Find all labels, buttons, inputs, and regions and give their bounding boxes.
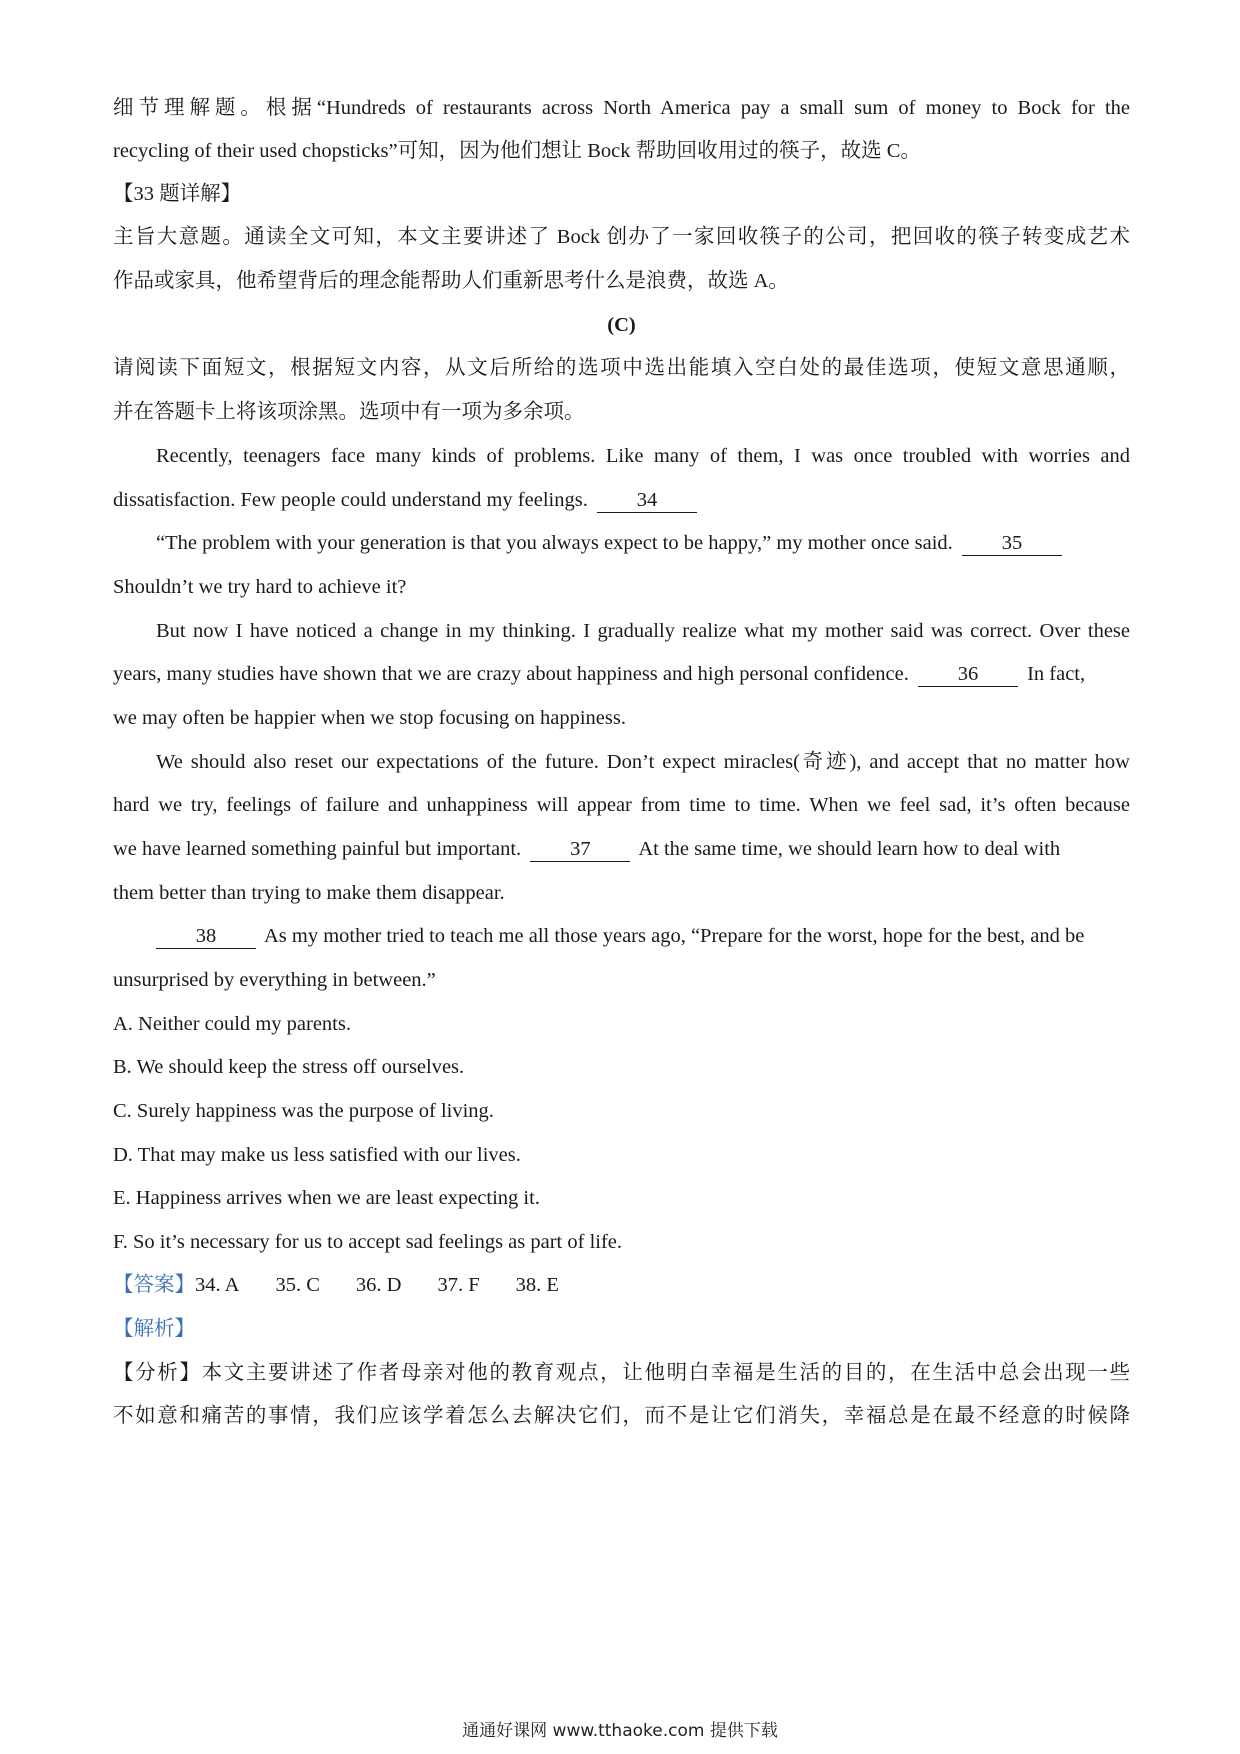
option-item: F. So it’s necessary for us to accept sad feelings as part of life. [113,1231,623,1253]
text-line: 作品或家具，他希望背后的理念能帮助人们重新思考什么是浪费，故选 A。 [113,270,789,292]
analysis-text: 本文主要讲述了作者母亲对他的教育观点，让他明白幸福是生活的目的，在生活中总会出现一些 [201,1362,1130,1384]
instruction-line: 并在答题卡上将该项涂黑。选项中有一项为多余项。 [113,401,585,423]
passage-text: we have learned something painful but important. [113,838,522,860]
analysis-line: 不如意和痛苦的事情，我们应该学着怎么去解决它们，而不是让它们消失，幸福总是在最不经意的时候降 [113,1405,1130,1427]
text-line: recycling of their used chopsticks”可知，因为他们想让 Bock 帮助回收用过的筷子，故选 C。 [113,140,921,162]
blank-37: 37 [530,837,630,862]
fenxi-label: 【分析】 [113,1362,202,1384]
passage-line: Shouldn’t we try hard to achieve it? [113,576,407,598]
q33-header: 【33 题详解】 [113,183,242,205]
option-item: C. Surely happiness was the purpose of living. [113,1100,494,1122]
answer-item: 35. C [275,1274,320,1296]
passage-line [113,659,1130,689]
passage-line: we may often be happier when we stop focusing on happiness. [113,707,626,729]
passage-line [113,834,1130,864]
passage-text: At the same time, we should learn how to deal with [638,838,1061,860]
passage-line [113,485,1130,515]
passage-line: hard we try, feelings of failure and unhappiness will appear from time to time. When we feel sad, it’s often because [113,794,1130,816]
passage-line: them better than trying to make them disappear. [113,882,505,904]
answer-item: 34. A [195,1274,240,1296]
option-item: A. Neither could my parents. [113,1013,351,1035]
blank-36: 36 [918,662,1018,687]
analysis-line [113,1358,1130,1388]
analysis-label: 【解析】 [113,1318,195,1340]
passage-text: years, many studies have shown that we are crazy about happiness and high personal confidence. [113,663,909,685]
answer-label: 【答案】 [113,1274,195,1296]
passage-line: unsurprised by everything in between.” [113,969,436,991]
blank-38: 38 [156,924,256,949]
passage-line: Recently, teenagers face many kinds of problems. Like many of them, I was once troubled with worries and [156,445,1130,467]
text-line: 主旨大意题。通读全文可知，本文主要讲述了 Bock 创办了一家回收筷子的公司，把回收的筷子转变成艺术 [113,226,1130,248]
section-title: (C) [607,314,636,336]
answer-item: 37. F [437,1274,480,1296]
passage-text: As my mother tried to teach me all those years ago, “Prepare for the worst, hope for the best, and be [264,925,1085,947]
passage-text: “The problem with your generation is that you always expect to be happy,” my mother once said. [156,532,953,554]
passage-line: But now I have noticed a change in my thinking. I gradually realize what my mother said was correct. Over these [156,620,1130,642]
blank-35: 35 [962,531,1062,556]
blank-34: 34 [597,488,697,513]
option-item: B. We should keep the stress off ourselves. [113,1056,465,1078]
passage-line [113,528,1130,558]
page-footer: 通通好课网 www.tthaoke.com 提供下载 [462,1721,778,1741]
option-item: E. Happiness arrives when we are least expecting it. [113,1187,540,1209]
passage-line: We should also reset our expectations of the future. Don’t expect miracles(奇迹), and accept that no matter how [156,751,1130,773]
passage-line [113,921,1130,951]
passage-text: dissatisfaction. Few people could understand my feelings. [113,489,588,511]
text-line: 细节理解题。根据“Hundreds of restaurants across North America pay a small sum of money to Bock for the [113,97,1130,119]
answer-item: 36. D [355,1274,402,1296]
answer-line [113,1270,1130,1300]
instruction-line: 请阅读下面短文，根据短文内容，从文后所给的选项中选出能填入空白处的最佳选项，使短文意思通顺， [113,357,1130,379]
passage-text: In fact, [1027,663,1086,685]
option-item: D. That may make us less satisfied with our lives. [113,1144,521,1166]
answer-item: 38. E [515,1274,559,1296]
